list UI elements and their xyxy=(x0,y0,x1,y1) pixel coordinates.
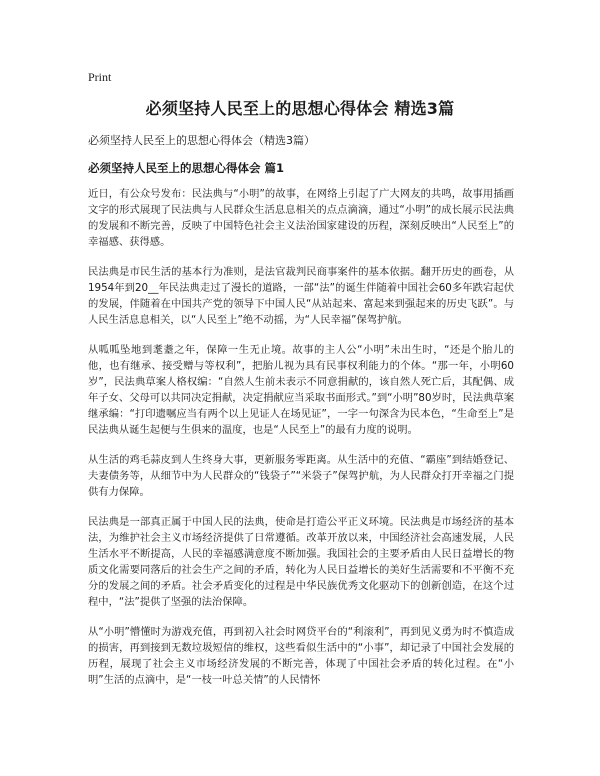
section-title: 必须坚持人民至上的思想心得体会 篇1 xyxy=(88,161,285,175)
paragraph-2: 民法典是市民生活的基本行为准则，是法官裁判民商事案件的基本依据。翻开历史的画卷，从1954年到20__年民法典走过了漫长的道路，一部“法”的诞生伴随着中国社会60多年跌宕起伏的发展，伴随着在中国共产党的领导下中国人民“从站起来、富起来到强起来的历史飞跃”。与人民生活息息相关，以“人民至上”绝不动摇，为“人民幸福”保驾护航。 xyxy=(88,266,514,326)
paragraph-6: 从“小明”懵懂时为游戏充值，再到初入社会时网贷平台的“利滚利”，再到见义勇为时不慎造成的损害，再到接到无数垃圾短信的维权，这些看似生活中的“小事”，却记录了中国社会发展的历程，展现了社会主义市场经济发展的不断完善，体现了中国社会矛盾的转化过程。在“小明”生活的点滴中，是“一枝一叶总关情”的人民情怀 xyxy=(88,626,514,686)
paragraph-4: 从生活的鸡毛蒜皮到人生终身大事，更新服务零距离。从生活中的充值、“霸座”到结婚登记、夫妻债务等，从细节中为人民群众的“钱袋子”“米袋子”保驾护航，为人民群众打开幸福之门提供有力保障。 xyxy=(88,454,514,498)
article-body xyxy=(88,186,514,702)
paragraph-1: 近日，有公众号发布：民法典与“小明”的故事，在网络上引起了广大网友的共鸣，故事用插画文字的形式展现了民法典与人民群众生活息息相关的点点滴滴，通过“小明”的成长展示民法典的发展和不断完善，反映了中国特色社会主义法治国家建设的历程，深刻反映出“人民至上”的幸福感、获得感。 xyxy=(88,188,514,248)
print-link[interactable]: Print xyxy=(88,70,112,84)
page-title: 必须坚持人民至上的思想心得体会 精选3篇 xyxy=(145,99,455,118)
paragraph-3: 从呱呱坠地到耄耋之年，保障一生无止境。故事的主人公“小明”未出生时，“还是个胎儿的他，也有继承、接受赠与等权利”，把胎儿视为具有民事权利能力的个体。“那一年，小明60岁”，民法典草案人格权编：“自然人生前未表示不同意捐献的，该自然人死亡后，其配偶、成年子女、父母可以共同决定捐献，决定捐献应当采取书面形式。”到“小明”80岁时，民法典草案继承编：“打印遗嘱应当有两个以上见证人在场见证”，一字一句深含为民本色，“生命至上”是民法典从诞生起便与生俱来的温度，也是“人民至上”的最有力度的说明。 xyxy=(88,344,514,436)
paragraph-5: 民法典是一部真正属于中国人民的法典，使命是打造公平正义环境。民法典是市场经济的基本法，为维护社会主义市场经济提供了日常遵循。改革开放以来，中国经济社会高速发展，人民生活水平不断提高，人民的幸福感满意度不断加强。我国社会的主要矛盾由人民日益增长的物质文化需要同落后的社会生产之间的矛盾，转化为人民日益增长的美好生活需要和不平衡不充分的发展之间的矛盾。社会矛盾变化的过程是中华民族优秀文化驱动下的创新创造，在这个过程中，“法”提供了坚强的法治保障。 xyxy=(88,516,514,608)
document-subtitle: 必须坚持人民至上的思想心得体会（精选3篇） xyxy=(88,134,315,147)
